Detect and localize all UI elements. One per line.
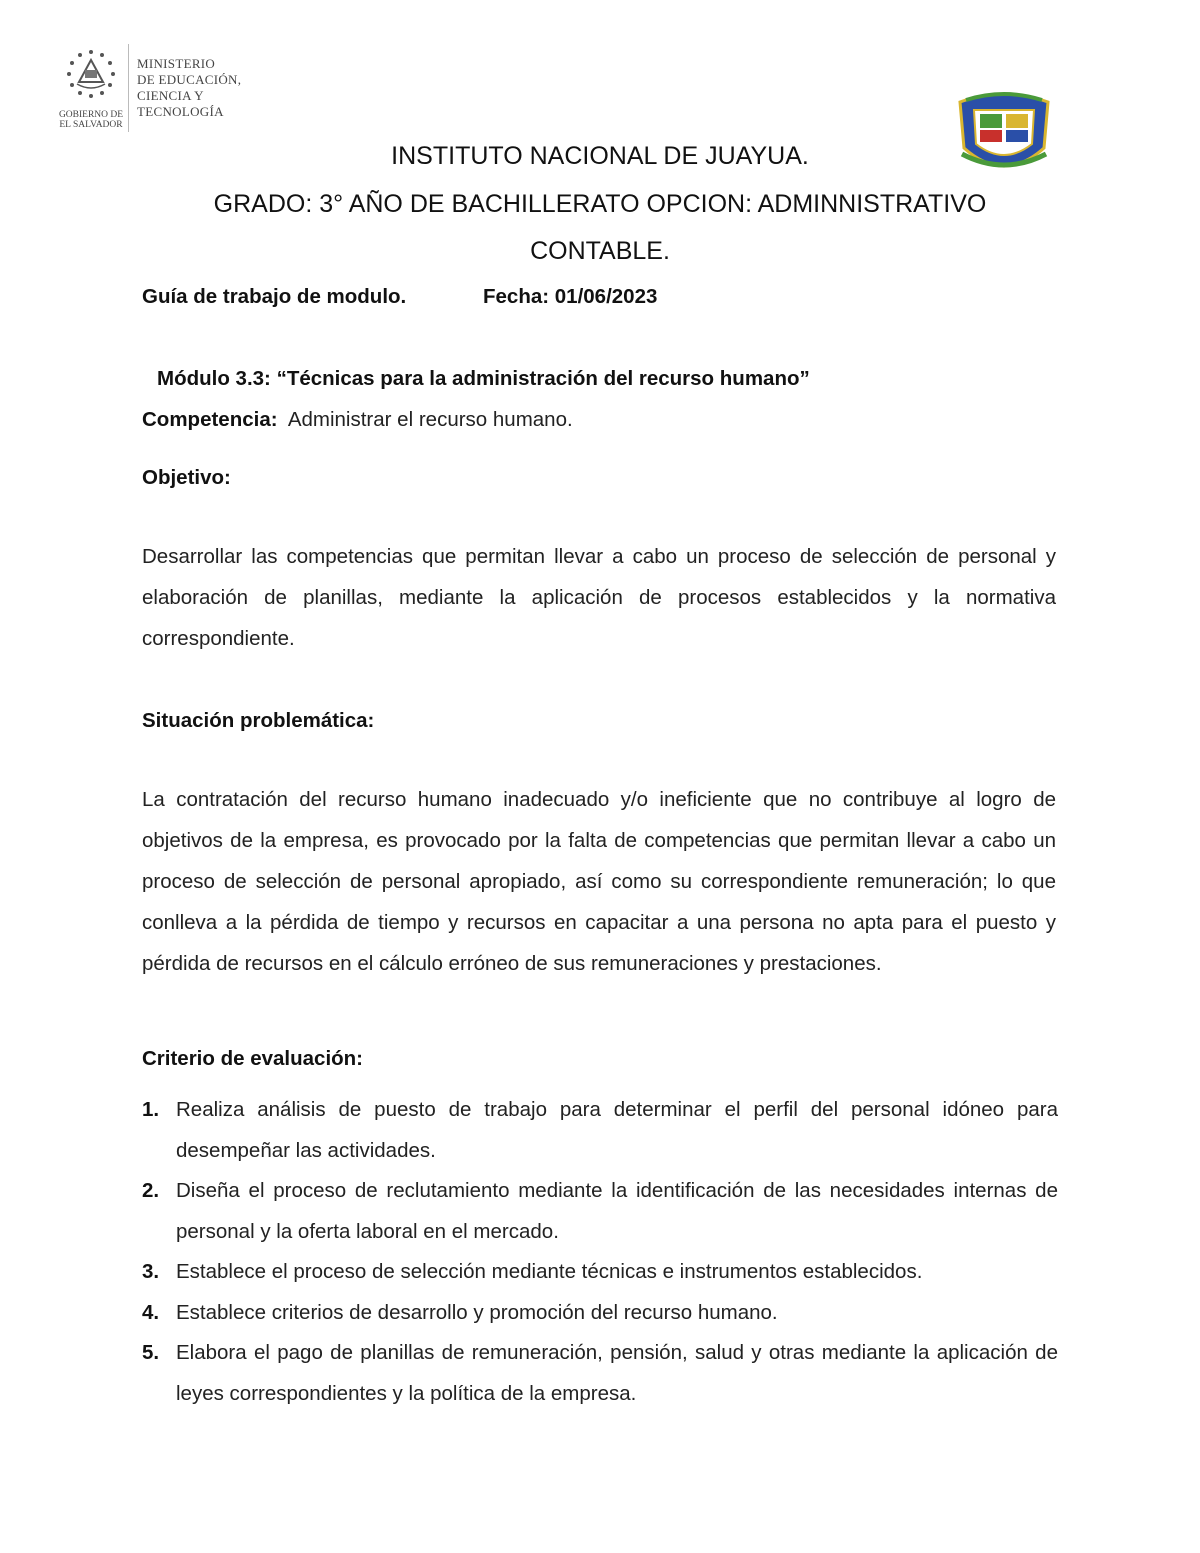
logo-divider [128, 44, 129, 132]
ministry-line: DE EDUCACIÓN, [137, 72, 242, 87]
ministry-name [137, 56, 241, 120]
item-number: 2. [142, 1179, 160, 1202]
item-text: Realiza análisis de puesto de trabajo para determinar el perfil del personal idóneo para desempeñar las actividades. [176, 1098, 1058, 1162]
government-line: EL SALVADOR [59, 120, 123, 130]
item-text: Establece el proceso de selección mediante técnicas e instrumentos establecidos. [176, 1260, 923, 1283]
list-item [142, 1090, 1058, 1171]
item-number: 1. [142, 1098, 160, 1121]
guide-title: Guía de trabajo de modulo. [142, 285, 407, 308]
grado-line: GRADO: 3° AÑO DE BACHILLERATO OPCION: ADMINNISTRATIVO [213, 190, 987, 218]
module-title: Módulo 3.3: “Técnicas para la administración del recurso humano” [157, 367, 810, 390]
situacion-text: La contratación del recurso humano inadecuado y/o ineficiente que no contribuye al logro de objetivos de la empresa, es provocado por la falta de competencias que permitan llevar a cabo un proceso de selección de personal apropiado, así como su correspondiente remuneración; lo que conlleva a la pérdida de tiempo y recursos en capacitar a una persona no apta para el puesto y pérdida de recursos en el cálculo erróneo de sus remuneraciones y prestaciones. [142, 788, 1056, 975]
grado-line-2: CONTABLE. [530, 237, 670, 265]
ministry-line: MINISTERIO [137, 56, 216, 71]
item-number: 3. [142, 1260, 160, 1283]
competencia-row [142, 408, 573, 432]
national-emblem-icon [55, 48, 127, 110]
item-number: 4. [142, 1300, 160, 1324]
objetivo-label: Objetivo: [142, 466, 231, 489]
ministry-line: CIENCIA Y [137, 88, 204, 103]
criterio-label: Criterio de evaluación: [142, 1047, 364, 1070]
competencia-label: Competencia: [142, 408, 278, 431]
ministry-line: TECNOLOGÍA [137, 104, 224, 119]
item-text: Establece criterios de desarrollo y promoción del recurso humano. [176, 1300, 778, 1324]
objetivo-text: Desarrollar las competencias que permitan llevar a cabo un proceso de selección de personal y elaboración de planillas, mediante la aplicación de procesos establecidos y la normativa correspondiente. [142, 545, 1056, 650]
date-label: Fecha: 01/06/2023 [483, 285, 658, 308]
government-line: GOBIERNO DE [58, 110, 124, 120]
competencia-value: Administrar el recurso humano. [287, 408, 573, 431]
situacion-label: Situación problemática: [142, 709, 375, 732]
list-item [142, 1333, 1058, 1414]
item-number: 5. [142, 1341, 160, 1364]
list-item [142, 1171, 1058, 1252]
criterio-list [142, 1090, 1058, 1414]
item-text: Diseña el proceso de reclutamiento mediante la identificación de las necesidades internas de personal y la oferta laboral en el mercado. [176, 1179, 1058, 1243]
item-text: Elabora el pago de planillas de remuneración, pensión, salud y otras mediante la aplicación de leyes correspondientes y la política de la empresa. [176, 1341, 1058, 1405]
list-item [142, 1293, 1058, 1334]
list-item [142, 1252, 1058, 1293]
government-name [55, 110, 127, 130]
institute-title: INSTITUTO NACIONAL DE JUAYUA. [391, 142, 809, 170]
